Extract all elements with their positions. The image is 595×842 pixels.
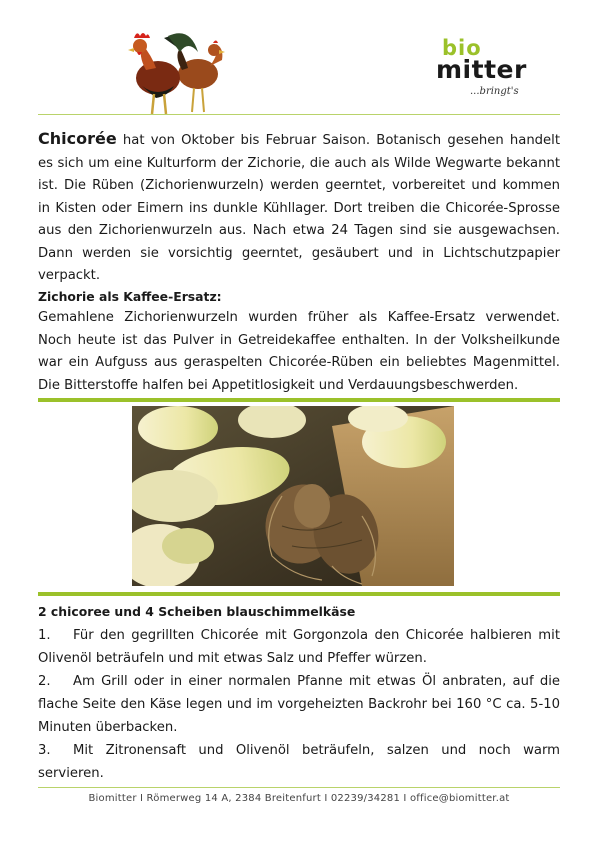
- page-header: [0, 0, 595, 116]
- recipe-title: 2 chicoree und 4 Scheiben blauschimmelkäse: [38, 604, 356, 619]
- recipe-step: [38, 624, 560, 670]
- header-divider: [38, 114, 560, 115]
- intro-lead: Chicorée: [38, 129, 117, 148]
- logo-mitter-text: mitter: [436, 55, 527, 84]
- step-text: Am Grill oder in einer normalen Pfanne mit etwas Öl anbraten, auf die flache Seite den Käse legen und im vorgeheizten Backrohr bei 160 °C ca. 5-10 Minuten überbacken.: [38, 674, 560, 735]
- recipe-step: [38, 670, 560, 739]
- step-number: 3.: [38, 743, 51, 758]
- logo-tagline: ...bringt's: [470, 86, 519, 97]
- intro-paragraph: [38, 128, 560, 288]
- step-number: 2.: [38, 674, 51, 689]
- section-divider-bottom: [38, 592, 560, 596]
- coffee-paragraph: Gemahlene Zichorienwurzeln wurden früher als Kaffee-Ersatz verwendet. Noch heute ist das Pulver in Getreidekaffee enthalten. In der Volksheilkunde war ein Aufguss aus geraspelten Chicorée-Rüben ein beliebtes Magenmittel. Die Bitterstoffe halfen bei Appetitlosigkeit und Verdauungsbeschwerden.: [38, 310, 560, 393]
- step-number: 1.: [38, 628, 51, 643]
- biomitter-logo: [436, 36, 546, 104]
- roosters-illustration: [128, 26, 228, 116]
- section-divider-top: [38, 398, 560, 402]
- step-text: Für den gegrillten Chicorée mit Gorgonzola den Chicorée halbieren mit Olivenöl beträufeln und mit etwas Salz und Pfeffer würzen.: [38, 628, 560, 666]
- footer-contact: Biomitter I Römerweg 14 A, 2384 Breitenfurt I 02239/34281 I office@biomitter.at: [88, 793, 510, 804]
- chicory-photo: [132, 406, 454, 586]
- step-text: Mit Zitronensaft und Olivenöl beträufeln, salzen und noch warm servieren.: [38, 743, 560, 781]
- recipe-steps-list: [38, 624, 560, 785]
- footer-divider: [38, 787, 560, 788]
- logo-bio-text: bio: [442, 36, 482, 60]
- intro-body: hat von Oktober bis Februar Saison. Botanisch gesehen handelt es sich um eine Kulturform der Zichorie, die auch als Wilde Wegwarte bekannt ist. Die Rüben (Zichorienwurzeln) werden geerntet, vorbereitet und kommen in Kisten oder Eimern ins dunkle Kühllager. Dort treiben die Chicorée-Sprosse aus den Zichorienwurzeln aus. Nach etwa 24 Tagen sind sie ausgewachsen. Dann werden sie vorsichtig geerntet, gesäubert und in Lichtschutzpapier verpackt.: [38, 133, 560, 283]
- coffee-heading: Zichorie als Kaffee-Ersatz:: [38, 289, 222, 304]
- recipe-step: [38, 739, 560, 785]
